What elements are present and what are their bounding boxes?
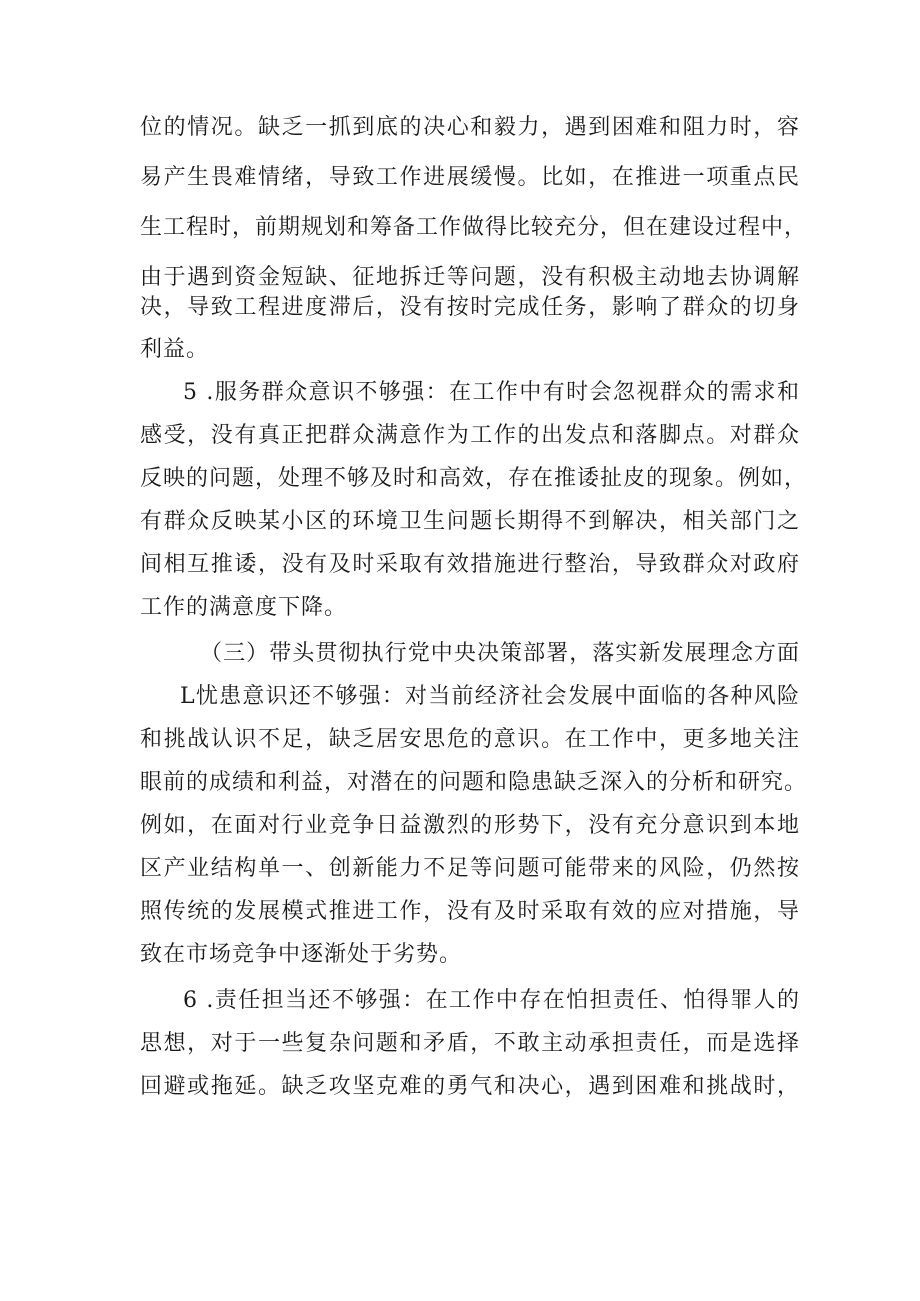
paragraph-line: 反映的问题，处理不够及时和高效，存在推诿扯皮的现象。例如，: [140, 466, 808, 491]
paragraph-line: 和挑战认识不足，缺乏居安思危的意识。在工作中，更多地关注: [140, 727, 800, 752]
paragraph-line: 致在市场竞争中逐渐处于劣势。: [140, 942, 463, 967]
section-heading: （三）带头贯彻执行党中央决策部署，落实新发展理念方面: [200, 641, 800, 666]
paragraph-line: 决，导致工程进度滞后，没有按时完成任务，影响了群众的切身: [140, 295, 800, 320]
paragraph-line: 由于遇到资金短缺、征地拆迁等问题，没有积极主动地去协调解: [140, 265, 800, 290]
paragraph-line: 眼前的成绩和利益，对潜在的问题和隐患缺乏深入的分析和研究。: [140, 770, 808, 795]
paragraph-line: 工作的满意度下降。: [140, 595, 348, 620]
paragraph-line: 回避或拖延。缺乏攻坚克难的勇气和决心，遇到困难和挑战时，: [140, 1074, 800, 1099]
item-4-heading-line: L忧患意识还不够强：对当前经济社会发展中面临的各种风险: [180, 684, 800, 709]
item-6-heading-line: 6 .责任担当还不够强：在工作中存在怕担责任、怕得罪人的: [183, 988, 800, 1013]
paragraph-line: 区产业结构单一、创新能力不足等问题可能带来的风险，仍然按: [140, 856, 800, 881]
paragraph-line: 有群众反映某小区的环境卫生问题长期得不到解决，相关部门之: [140, 509, 800, 534]
paragraph-line: 利益。: [140, 337, 210, 362]
paragraph-line: 间相互推诿，没有及时采取有效措施进行整治，导致群众对政府: [140, 552, 800, 577]
paragraph-line: 照传统的发展模式推进工作，没有及时采取有效的应对措施，导: [140, 899, 800, 924]
paragraph-line: 位的情况。缺乏一抓到底的决心和毅力，遇到困难和阻力时，容: [140, 115, 800, 140]
paragraph-line: 易产生畏难情绪，导致工作进展缓慢。比如，在推进一项重点民: [140, 165, 800, 190]
item-5-heading-line: 5 .服务群众意识不够强：在工作中有时会忽视群众的需求和: [183, 380, 800, 405]
paragraph-line: 例如，在面对行业竞争日益激烈的形势下，没有充分意识到本地: [140, 813, 800, 838]
paragraph-line: 生工程时，前期规划和筹备工作做得比较充分，但在建设过程中，: [140, 215, 808, 240]
paragraph-line: 感受，没有真正把群众满意作为工作的出发点和落脚点。对群众: [140, 423, 800, 448]
paragraph-line: 思想，对于一些复杂问题和矛盾，不敢主动承担责任，而是选择: [140, 1031, 800, 1056]
